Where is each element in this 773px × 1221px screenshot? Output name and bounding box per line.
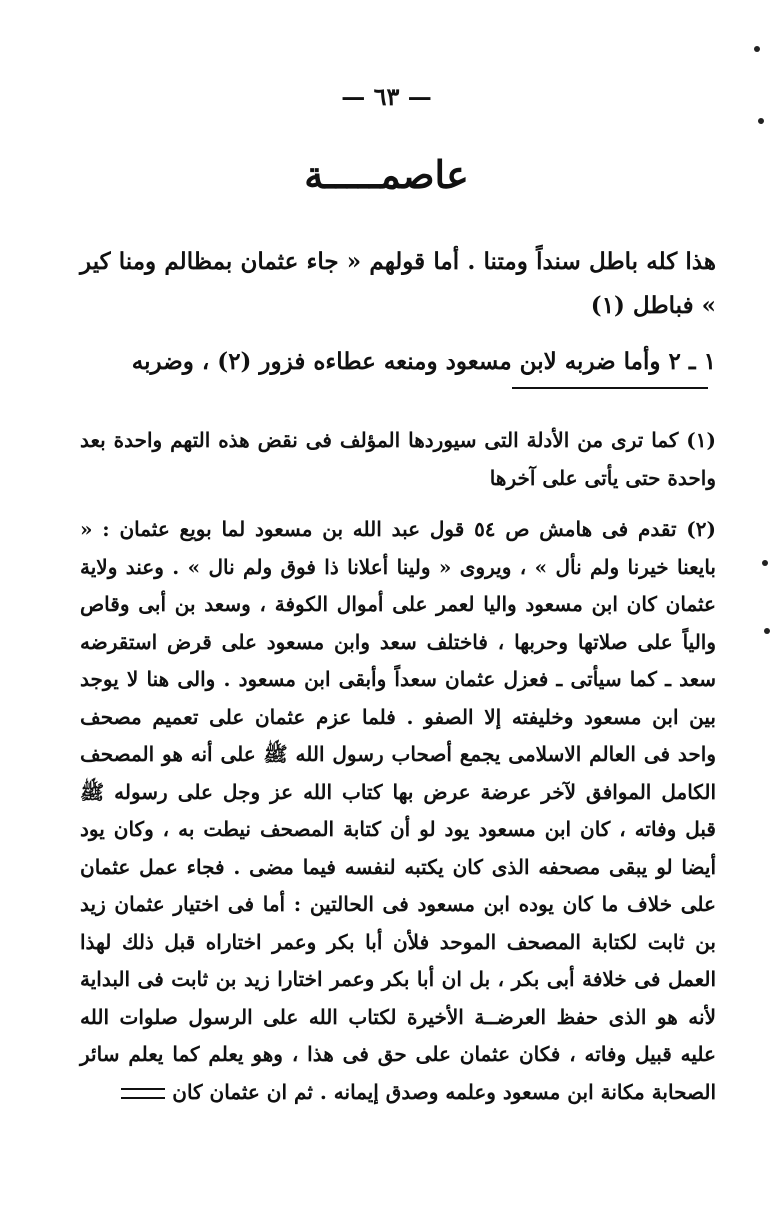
body-paragraph-1: هذا كله باطل سنداً ومتنا . أما قولهم « جاء عثمان بمظالم ومنا كير » فباطل (١) [80,248,716,319]
body-paragraph-2: ١ ـ ٢ وأما ضربه لابن مسعود ومنعه عطاءه فزور (٢) ، وضربه [131,348,716,375]
page-number: — ٦٣ — [341,82,432,111]
footnote-2-text: (٢) تقدم فى هامش ص ٥٤ قول عبد الله بن مسعود لما بويع عثمان : « بايعنا خيرنا ولم نأل » ، ويروى « ولينا أعلانا ذا فوق ولم نال » . وعند ولاية عثمان كان ابن مسعود واليا لعمر على أموال الكوفة ، وسعد بن أبى وقاص والياً على صلاتها وحربها ، فاختلف سعد وابن مسعود على قرض استقرضه سعد ـ كما سيأتى ـ فعزل عثمان سعداً وأبقى ابن مسعود . والى هنا لا يوجد بين ابن مسعود وخليفته إلا الصفو . فلما عزم عثمان على تعميم مصحف واحد فى العالم الاسلامى يجمع أصحاب رسول الله ﷺ على أنه هو المصحف الكامل الموافق لآخر عرضة عرض بها كتاب الله عز وجل على رسوله ﷺ قبل وفاته ، كان ابن مسعود يود لو أن كتابة المصحف نيطت به ، وكان يود أيضا لو يبقى مصحفه الذى كان يكتبه لنفسه فيما مضى . فجاء عمل عثمان على خلاف ما كان يوده ابن مسعود فى الحالتين : أما فى اختيار عثمان زيد بن ثابت لكتابة المصحف الموحد فلأن أبا بكر وعمر اختاراه قبل ذلك لهذا العمل فى خلافة أبى بكر ، بل ان أبا بكر وعمر اختارا زيد بن ثابت فى البداية لأنه هو الذى حفظ العرضــة الأخيرة لكتاب الله على الرسول صلوات الله عليه قبيل وفاته ، فكان عثمان على حق فى هذا ، وهو يعلم كما يعلم سائر الصحابة مكانة ابن مسعود وعلمه وصدق إيمانه . ثم ان عثمان كان [80,517,716,1104]
main-text [80,240,716,384]
section-heading: عاصمـــــة [304,152,469,197]
footnote-separator [512,387,708,389]
scan-speck [754,46,760,52]
scan-speck [758,118,764,124]
scan-speck [764,628,770,634]
continuation-mark [121,1088,165,1099]
footnotes [80,422,716,1111]
footnote-2 [80,511,716,1111]
scan-speck [762,560,768,566]
footnote-1: (١) كما ترى من الأدلة التى سيوردها المؤلف فى نقض هذه التهم واحدة بعد واحدة حتى يأتى على آخرها [80,428,716,490]
